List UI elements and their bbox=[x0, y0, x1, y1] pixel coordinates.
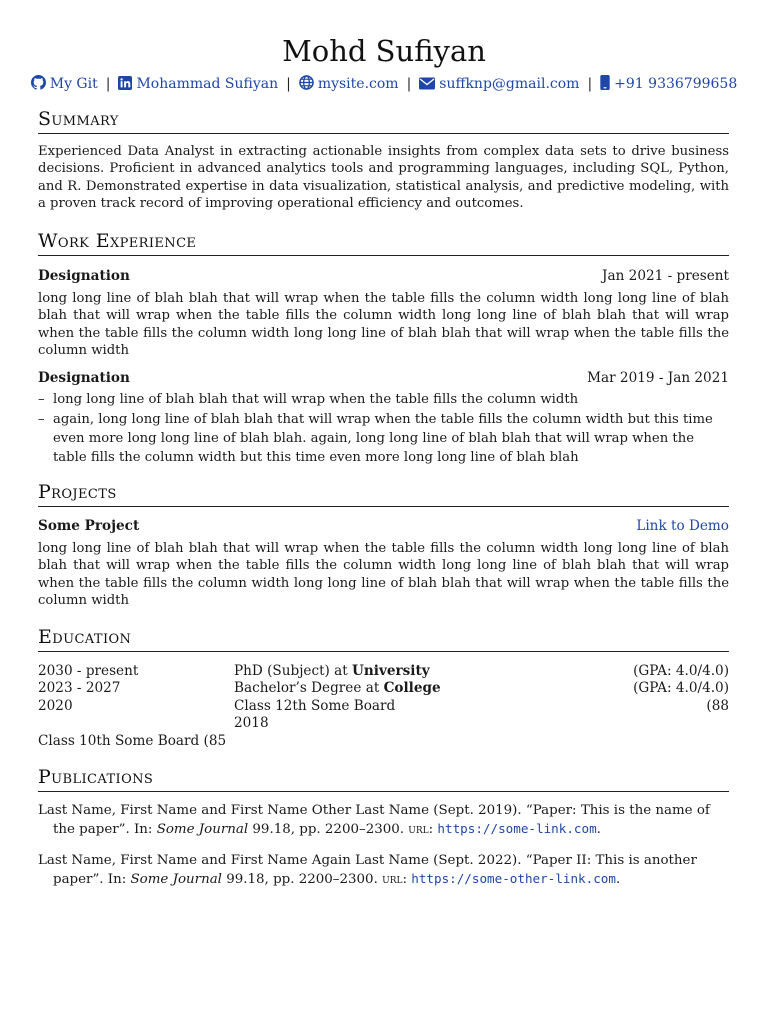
envelope-icon bbox=[419, 77, 435, 90]
edu-class10: Class 10th Some Board (85 bbox=[38, 732, 227, 749]
project-description: long long line of blah blah that will wrap when the table fills the column width long long line of blah blah that will wrap when the table fills the column width long long line of blah blah that will wrap when the table fills the column width long long line of blah blah that will wrap when the table fills the column width bbox=[38, 541, 729, 609]
pub-journal: Some Journal bbox=[156, 821, 249, 837]
separator: | bbox=[105, 76, 111, 92]
edu-degree-text: PhD (Subject) at bbox=[234, 663, 353, 679]
separator: | bbox=[286, 76, 291, 92]
table-row bbox=[38, 733, 729, 750]
edu-gpa: (GPA: 4.0/4.0) bbox=[633, 663, 729, 679]
phone-label: +91 9336799658 bbox=[614, 76, 738, 92]
job-description: long long line of blah blah that will wrap when the table fills the column width long long line of blah blah that will wrap when the table fills the column width long long line of blah blah that will wrap when the table fills the column width long long line of blah blah that will wrap when the table fills the column width bbox=[38, 291, 729, 359]
contact-bar bbox=[0, 75, 768, 93]
summary-text: Experienced Data Analyst in extracting actionable insights from complex data sets to drive business decisions. Proficient in advanced analytics tools and programming languages, including SQL, Python, and R. Demonstrated expertise in data visualization, statistical analysis, and predictive modeling, with a proven track record of improving operational efficiency and outcomes. bbox=[38, 144, 729, 212]
edu-institution: College bbox=[383, 680, 441, 697]
pub-end: . bbox=[615, 871, 621, 887]
edu-dates: 2030 - present bbox=[38, 663, 139, 679]
edu-degree bbox=[234, 680, 441, 697]
phone-link[interactable] bbox=[600, 76, 737, 92]
separator: | bbox=[587, 76, 593, 92]
pub-url-label: url: bbox=[382, 871, 407, 887]
publication-entry bbox=[38, 852, 729, 888]
edu-institution: University bbox=[352, 663, 430, 679]
github-icon bbox=[31, 75, 46, 90]
linkedin-label: Mohammad Sufiyan bbox=[136, 76, 279, 92]
pub-details: 99.18, pp. 2200–2300. bbox=[221, 871, 383, 887]
pub-url-link[interactable]: https://some-link.com bbox=[437, 820, 597, 836]
pub-authors: Last Name, First Name and First Name Other Last Name (Sept. 2019). “Paper: This is the name of the paper”. In: bbox=[38, 803, 710, 837]
table-row bbox=[38, 680, 729, 697]
education-heading: Education bbox=[38, 626, 729, 652]
project-name: Some Project bbox=[38, 518, 140, 534]
pub-url-link[interactable]: https://some-other-link.com bbox=[411, 870, 616, 886]
demo-link[interactable]: Link to Demo bbox=[636, 518, 729, 534]
job-header bbox=[38, 369, 729, 387]
job-dates: Mar 2019 - Jan 2021 bbox=[587, 370, 729, 386]
page-title: Mohd Sufiyan bbox=[282, 34, 486, 68]
edu-degree bbox=[234, 663, 430, 680]
job-designation: Designation bbox=[38, 370, 130, 386]
job-designation: Designation bbox=[38, 268, 130, 284]
pub-journal: Some Journal bbox=[130, 871, 222, 887]
project-header bbox=[38, 517, 729, 535]
table-row bbox=[38, 663, 729, 680]
projects-heading: Projects bbox=[38, 481, 729, 507]
table-row bbox=[38, 698, 729, 715]
separator: | bbox=[406, 76, 412, 92]
git-label: My Git bbox=[49, 76, 98, 92]
pub-authors: Last Name, First Name and First Name Again Last Name (Sept. 2022). “Paper II: This is another paper”. In: bbox=[38, 853, 697, 887]
linkedin-link[interactable] bbox=[118, 76, 278, 92]
list-item: – again, long long line of blah blah that will wrap when the table fills the column width but this time even more long long line of blah blah. again, long long line of blah blah that will wrap when the table fills the column width but this time even more long long line of blah blah bbox=[38, 410, 729, 467]
phone-icon bbox=[600, 75, 610, 90]
git-link[interactable] bbox=[31, 76, 98, 92]
summary-heading: Summary bbox=[38, 108, 729, 134]
edu-degree-text: Bachelor’s Degree at bbox=[234, 680, 384, 697]
edu-dates: 2023 - 2027 bbox=[38, 680, 121, 697]
job-dates: Jan 2021 - present bbox=[602, 268, 729, 284]
linkedin-icon bbox=[118, 76, 132, 90]
list-item: – long long line of blah blah that will wrap when the table fills the column width bbox=[38, 390, 729, 409]
email-link[interactable] bbox=[419, 76, 579, 92]
edu-gpa: (GPA: 4.0/4.0) bbox=[633, 680, 729, 697]
pub-details: 99.18, pp. 2200–2300. bbox=[248, 821, 409, 837]
edu-gpa: (88 bbox=[706, 697, 729, 714]
table-row bbox=[38, 715, 729, 732]
site-link[interactable] bbox=[299, 76, 399, 92]
job-bullets bbox=[38, 390, 729, 467]
education-table bbox=[38, 663, 729, 750]
email-label: suffknp@gmail.com bbox=[439, 76, 580, 92]
work-experience-heading: Work Experience bbox=[38, 230, 729, 256]
job-header bbox=[38, 267, 729, 285]
edu-dates: 2020 bbox=[38, 697, 73, 714]
globe-icon bbox=[299, 75, 314, 90]
pub-url-label: url: bbox=[408, 821, 434, 837]
publication-entry bbox=[38, 802, 729, 838]
edu-year: 2018 bbox=[234, 715, 269, 732]
edu-degree: Class 12th Some Board bbox=[234, 697, 396, 714]
pub-end: . bbox=[596, 821, 601, 837]
publications-heading: Publications bbox=[38, 766, 729, 792]
site-label: mysite.com bbox=[317, 76, 399, 92]
